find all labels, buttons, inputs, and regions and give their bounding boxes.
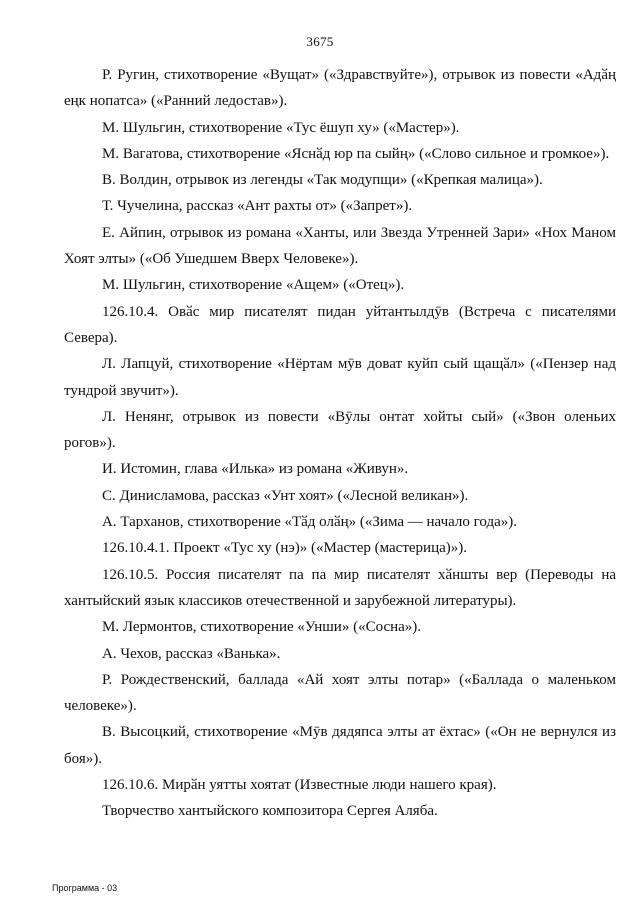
paragraph-istomin: И. Истомин, глава «Илька» из романа «Живун». <box>102 461 409 478</box>
paragraph-aipin: Е. Айпин, отрывок из романа «Ханты, или Звезда Утренней Зари» «Нох Маном Хоят элты» («Об Ушедшем Вверх Человеке»). <box>64 224 616 268</box>
paragraph-shulgin-master: М. Шульгин, стихотворение «Тус ёшуп ху» («Мастер»). <box>102 119 460 136</box>
paragraph-vysotsky: В. Высоцкий, стихотворение «Мӯв дядяпса элты ат ёхтас» («Он не вернулся из боя»). <box>64 724 616 767</box>
page-number: 3675 <box>306 34 334 49</box>
paragraph-rugin: Р. Ругин, стихотворение «Вущат» («Здравствуйте»), отрывок из повести «Адӑң еңк нопатса» («Ранний ледостав»). <box>64 67 616 110</box>
paragraph-chuchelina: Т. Чучелина, рассказ «Ант рахты от» («Запрет»). <box>102 198 413 215</box>
paragraph-tarkhanov: А. Тарханов, стихотворение «Тӑд олӑң» («Зима — начало года»). <box>102 514 518 531</box>
section-126-10-6: 126.10.6. Мирӑн уятты хоятат (Известные люди нашего края). <box>102 777 497 794</box>
paragraph-dinislamova: С. Динисламова, рассказ «Унт хоят» («Лесной великан»). <box>102 487 469 504</box>
paragraph-vagatova: М. Вагатова, стихотворение «Яснӑд юр па сыйң» («Слово сильное и громкое»). <box>102 145 610 162</box>
paragraph-nenyang: Л. Ненянг, отрывок из повести «Вӯлы онтат хойты сый» («Звон оленьих рогов»). <box>64 408 616 452</box>
section-126-10-4-1: 126.10.4.1. Проект «Тус ху (нэ)» («Мастер (мастерица)»). <box>102 540 468 557</box>
paragraph-alyaba: Творчество хантыйского композитора Сергея Аляба. <box>102 803 438 820</box>
section-126-10-5: 126.10.5. Россия писателят па па мир писателят хӑншты вер (Переводы на хантыйский язык классиков отечественной и зарубежной литературы). <box>64 566 616 609</box>
paragraph-voldin: В. Волдин, отрывок из легенды «Так модупщи» («Крепкая малица»). <box>102 172 543 189</box>
paragraph-lermontov: М. Лермонтов, стихотворение «Унши» («Сосна»). <box>102 619 422 636</box>
paragraph-rozhdestvensky: Р. Рождественский, баллада «Ай хоят элты потар» («Баллада о маленьком человеке»). <box>64 671 616 715</box>
footer-program-label: Программа - 03 <box>52 883 118 893</box>
section-126-10-4: 126.10.4. Овӑс мир писателят пидан уйтантылдӯв (Встреча с писателями Севера). <box>64 303 616 346</box>
paragraph-chekhov: А. Чехов, рассказ «Ванька». <box>102 645 281 662</box>
paragraph-shulgin-otets: М. Шульгин, стихотворение «Ащем» («Отец»). <box>102 277 405 294</box>
document-body <box>64 62 616 825</box>
paragraph-laptsuy: Л. Лапцуй, стихотворение «Нёртам мӯв доват куйп сый щащӑл» («Пензер над тундрой звучит»). <box>64 356 616 399</box>
